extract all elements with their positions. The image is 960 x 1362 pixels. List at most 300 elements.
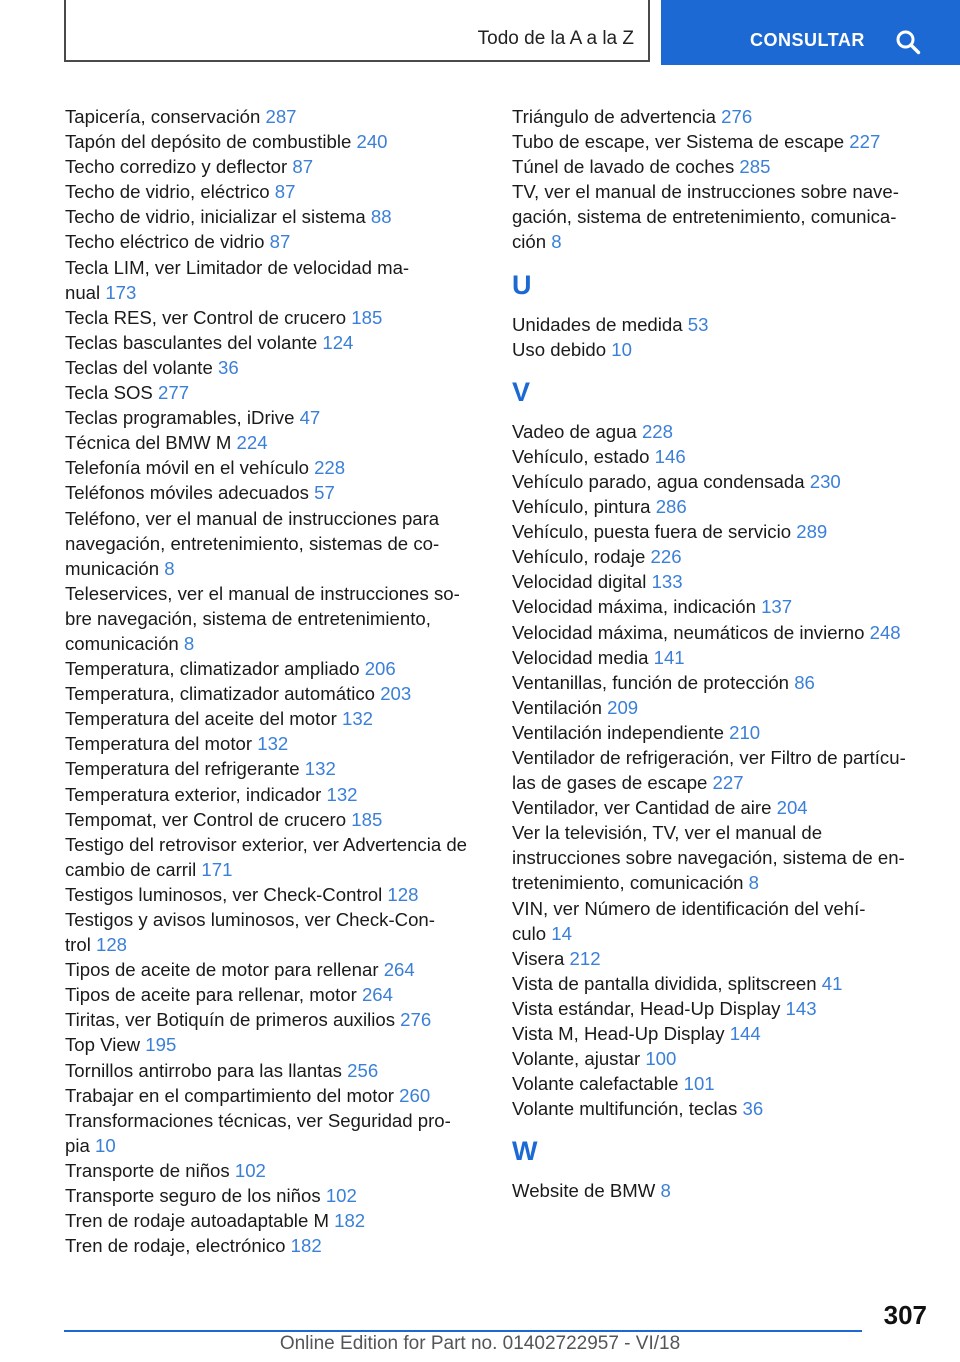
page-reference-link[interactable]: 182 [290,1235,322,1257]
index-entry-text: Teclas programables, iDrive [65,407,300,429]
index-entry-text: Túnel de lavado de coches [512,156,740,178]
index-entry-text: municación [65,557,165,579]
index-entry-text: comunicación [65,632,184,654]
index-entry [512,946,937,971]
index-entry-line [512,720,937,745]
index-entry-line [65,1108,490,1133]
page-reference-link[interactable]: 264 [361,984,393,1006]
index-entry-line [65,681,490,706]
index-entry [512,820,937,895]
index-entry [512,1178,937,1203]
page-reference-link[interactable]: 204 [776,797,808,819]
index-entry [65,907,490,957]
index-entry-text: Tapón del depósito de combustible [65,131,357,153]
index-entry-line [512,896,937,921]
index-entry-text: Visera [512,947,570,969]
index-entry-line [512,204,937,229]
page-reference-link[interactable]: 10 [611,338,632,360]
page-reference-link[interactable]: 132 [341,708,374,730]
page-reference-link[interactable]: 47 [299,407,321,429]
index-entry-line [512,745,937,770]
index-entry [65,104,490,129]
index-entry-text: Triángulo de advertencia [512,106,722,127]
index-entry-line [65,229,490,254]
index-entry-text: Velocidad máxima, neumáticos de invierno [512,621,870,643]
page-reference-link[interactable]: 102 [325,1185,357,1207]
page-reference-link[interactable]: 101 [683,1073,715,1095]
page-reference-link[interactable]: 144 [729,1023,761,1044]
index-column-right [512,104,937,1203]
index-entry-text: Teleservices, ver el manual de instrucciones so- [65,582,460,604]
page-reference-link[interactable]: 277 [158,382,190,404]
index-entry-line [65,882,490,907]
index-entry-line [65,104,490,129]
page-reference-link[interactable]: 185 [351,306,383,328]
index-entry [512,519,937,544]
page-reference-link[interactable]: 171 [201,858,233,880]
index-entry [65,305,490,330]
page-reference-link[interactable]: 185 [351,808,383,830]
page-reference-link[interactable]: 8 [183,632,195,654]
index-entry-line [65,782,490,807]
page-reference-link[interactable]: 289 [796,521,828,543]
index-entry-text: Tren de rodaje autoadaptable M [65,1210,335,1232]
page-reference-link[interactable]: 137 [761,596,793,618]
index-entry [512,670,937,695]
index-entry-line [512,594,937,619]
index-entry-line [65,506,490,531]
page-reference-link[interactable]: 132 [304,758,336,780]
index-entry-text: Transporte de niños [65,1159,235,1181]
page-reference-link[interactable]: 276 [400,1009,432,1031]
index-a-to-z-tab[interactable] [64,0,650,62]
index-entry-line [65,832,490,857]
index-entry [65,129,490,154]
index-entry-text: Testigos y avisos luminosos, ver Check-Con- [65,909,435,930]
index-entry [65,355,490,380]
index-entry [512,1096,937,1121]
index-entry-text: Ventilación [512,696,608,718]
index-entry-line [65,731,490,756]
index-entry-text: Website de BMW [512,1180,661,1202]
index-section-letter: V [512,376,531,407]
page-reference-link[interactable]: 206 [364,658,396,680]
index-entry [512,494,937,519]
index-entry-text: Vista M, Head-Up Display [512,1023,730,1044]
index-entry [512,745,937,795]
index-entry [65,957,490,982]
index-entry [65,1183,490,1208]
index-entry [65,154,490,179]
page-reference-link[interactable]: 141 [653,646,685,668]
index-entry-text: Técnica del BMW M [65,432,237,454]
index-section-letter: W [512,1136,538,1167]
index-entry-text: Techo de vidrio, inicializar el sistema [65,206,371,228]
index-entry-text: Temperatura del refrigerante [65,758,305,780]
index-entry-text: Tornillos antirrobo para las llantas [65,1059,348,1081]
index-entry-text: culo [512,922,552,944]
index-entry-text: Temperatura, climatizador automático [65,683,381,705]
page-reference-link[interactable]: 285 [739,156,771,178]
index-entry-text: Velocidad digital [512,571,652,593]
index-entry-line [512,770,937,795]
index-entry [65,380,490,405]
index-entry-text: Ventanillas, función de protección [512,671,795,693]
index-entry [512,544,937,569]
index-entry-line [65,1083,490,1108]
index-entry-line [65,907,490,932]
index-entry-line [65,756,490,781]
page-reference-link[interactable]: 230 [809,470,841,492]
index-entry-line [512,154,937,179]
index-entry [65,1208,490,1233]
index-entry-text: las de gases de escape [512,772,713,794]
index-entry-text: Tecla SOS [65,382,159,404]
page-reference-link[interactable]: 87 [292,156,314,178]
index-entry-text: Tapicería, conservación [65,106,266,127]
index-entry-text: Tecla LIM, ver Limitador de velocidad ma- [65,256,410,278]
index-entry-line [65,129,490,154]
index-entry [65,1007,490,1032]
page-reference-link[interactable]: 8 [164,557,175,579]
index-entry-text: gación, sistema de entretenimiento, comunica- [512,206,897,228]
page-reference-link[interactable]: 227 [849,131,881,153]
page-reference-link[interactable]: 36 [742,1098,764,1120]
index-entry-text: Volante, ajustar [512,1048,646,1070]
index-entry-line [65,807,490,832]
page-reference-link[interactable]: 57 [314,482,335,504]
page-reference-link[interactable]: 228 [314,457,346,479]
page-reference-link[interactable]: 53 [687,313,709,335]
page-reference-link[interactable]: 240 [356,131,388,153]
index-entry-text: Temperatura, climatizador ampliado [65,658,365,680]
index-entry [512,1071,937,1096]
index-entry-text: Testigos luminosos, ver Check-Control [65,883,388,905]
index-entry [65,731,490,756]
page-reference-link[interactable]: 256 [347,1059,379,1081]
index-entry-text: Vehículo, estado [512,445,655,467]
index-entry-line [512,337,937,362]
index-entry-line [65,455,490,480]
index-entry-line [512,1096,937,1121]
index-entry-text: Volante multifunción, teclas [512,1098,743,1120]
index-entry [512,594,937,619]
index-entry-text: Ventilador de refrigeración, ver Filtro de partícu- [512,746,906,768]
page-reference-link[interactable]: 124 [322,331,354,353]
index-entry-text: Vehículo parado, agua condensada [512,470,810,492]
page-reference-link[interactable]: 226 [650,546,682,568]
index-entry-line [512,1071,937,1096]
index-entry-text: VIN, ver Número de identificación del vehí- [512,897,866,919]
page-reference-link[interactable]: 102 [234,1159,266,1181]
index-section-letter: U [512,269,532,300]
index-entry [512,419,937,444]
index-entry-line [512,695,937,720]
page-reference-link[interactable]: 195 [145,1034,177,1056]
index-entry [65,1032,490,1057]
index-entry [512,720,937,745]
search-icon [895,29,921,55]
page-reference-link[interactable]: 248 [869,621,901,643]
index-entry-line [65,531,490,556]
index-entry-line [512,179,937,204]
index-entry [512,896,937,946]
index-entry-text: Unidades de medida [512,313,688,335]
index-entry-text: instrucciones sobre navegación, sistema de en- [512,847,905,869]
index-entry-line [512,946,937,971]
page-reference-link[interactable]: 228 [641,420,673,442]
page-reference-link[interactable]: 8 [748,872,760,894]
index-entry-line [512,670,937,695]
index-entry-line [65,1208,490,1233]
page-reference-link[interactable]: 100 [645,1048,677,1070]
index-entry-line [512,444,937,469]
index-entry-line [512,645,937,670]
index-entry [65,832,490,882]
page-number: 307 [883,1300,927,1330]
index-entry-text: Techo de vidrio, eléctrico [65,181,275,203]
index-entry-text: Velocidad media [512,646,654,668]
index-entry-line [65,706,490,731]
index-entry [512,996,937,1021]
index-entry-text: Teléfono, ver el manual de instrucciones para [65,507,440,529]
index-entry-line [512,870,937,895]
index-entry-line [512,129,937,154]
index-entry-text: Tiritas, ver Botiquín de primeros auxilios [65,1009,401,1031]
index-entry-line [512,1021,937,1046]
consult-tab-label: CONSULTAR [750,30,865,50]
index-entry-line [65,480,490,505]
page-reference-link[interactable]: 10 [94,1134,116,1156]
index-entry [65,455,490,480]
index-entry-text: Tipos de aceite para rellenar, motor [65,984,362,1006]
index-entry [65,1233,490,1258]
index-entry-text: Top View [65,1034,146,1056]
index-entry [512,1021,937,1046]
index-entry-text: Trabajar en el compartimiento del motor [65,1084,400,1106]
index-entry-line [512,494,937,519]
index-column-left [65,104,490,1258]
index-entry-line [512,845,937,870]
index-entry [512,645,937,670]
index-entry [65,656,490,681]
index-entry-line [65,355,490,380]
index-entry [65,229,490,254]
index-entry [65,1108,490,1158]
footer-divider [64,1330,862,1332]
index-entry-line [65,957,490,982]
index-entry-line [512,921,937,946]
index-entry-text: Tipos de aceite de motor para rellenar [65,959,384,981]
index-entry [65,756,490,781]
index-entry [512,104,937,129]
index-entry-line [65,179,490,204]
index-entry [512,620,937,645]
index-entry-text: navegación, entretenimiento, sistemas de co- [65,532,440,554]
index-entry-line [65,581,490,606]
index-entry-text: Transporte seguro de los niños [65,1185,326,1207]
index-entry-text: Vehículo, puesta fuera de servicio [512,521,797,543]
index-entry-text: Vista de pantalla dividida, splitscreen [512,972,822,994]
page-reference-link[interactable]: 41 [821,972,843,994]
page-reference-link[interactable]: 36 [217,356,239,378]
index-entry-line [512,620,937,645]
index-entry-line [65,556,490,581]
page-reference-link[interactable]: 133 [651,571,683,593]
index-entry-text: Tubo de escape, ver Sistema de escape [512,131,850,153]
index-entry-text: Velocidad máxima, indicación [512,596,762,618]
index-entry [65,179,490,204]
index-entry-line [65,606,490,631]
index-entry-text: ción [512,231,552,253]
index-entry [65,782,490,807]
page-reference-link[interactable]: 260 [399,1084,431,1106]
index-entry [65,1083,490,1108]
page-reference-link[interactable]: 276 [721,106,753,127]
footer-edition-text: Online Edition for Part no. 01402722957 - VI/18 [279,1333,681,1354]
index-entry-text: Testigo del retrovisor exterior, ver Advertencia de [65,833,468,855]
index-entry-line [512,996,937,1021]
index-entry-text: cambio de carril [65,858,202,880]
index-entry [65,255,490,305]
index-entry-text: tretenimiento, comunicación [512,872,749,894]
page-reference-link[interactable]: 86 [794,671,815,693]
index-entry-text: Vehículo, pintura [512,496,656,518]
page-reference-link[interactable]: 227 [712,772,744,794]
index-entry-line [512,820,937,845]
index-entry-line [65,932,490,957]
page-reference-link[interactable]: 224 [236,432,268,454]
index-entry-line [65,154,490,179]
index-entry [512,179,937,254]
index-entry-line [65,1032,490,1057]
index-entry [512,1046,937,1071]
page-reference-link[interactable]: 8 [660,1180,671,1202]
index-entry-text: Vadeo de agua [512,420,642,442]
top-navigation-bar [0,0,960,66]
index-entry [512,695,937,720]
index-entry-text: TV, ver el manual de instrucciones sobre nave- [512,181,899,203]
index-entry-text: Volante calefactable [512,1073,684,1095]
index-entry-text: Tempomat, ver Control de crucero [65,808,352,830]
index-entry [65,982,490,1007]
index-entry-line [512,569,937,594]
page-reference-link[interactable]: 128 [96,934,128,956]
index-entry [65,706,490,731]
page-reference-link[interactable]: 212 [569,947,601,969]
index-entry [65,330,490,355]
index-entry-text: Temperatura del aceite del motor [65,708,342,730]
index-entry-line [65,430,490,455]
page-reference-link[interactable]: 132 [326,783,358,805]
index-entry-line [65,857,490,882]
index-entry-line [512,469,937,494]
page-reference-link[interactable]: 87 [269,231,291,253]
page-reference-link[interactable]: 203 [380,683,412,705]
index-entry-line [65,204,490,229]
index-entry-text: Vista estándar, Head-Up Display [512,997,786,1019]
page-reference-link[interactable]: 209 [607,696,639,718]
page-reference-link[interactable]: 182 [334,1210,366,1232]
page-reference-link[interactable]: 87 [274,181,296,203]
index-entry [65,581,490,656]
index-entry-line [65,280,490,305]
index-entry [65,1058,490,1083]
index-entry [65,480,490,505]
index-entry-text: Temperatura del motor [65,733,258,755]
index-entry-text: Techo eléctrico de vidrio [65,231,270,253]
page-reference-link[interactable]: 264 [383,959,415,981]
index-entry-text: nual [65,281,106,303]
page-reference-link[interactable]: 88 [370,206,392,228]
page-reference-link[interactable]: 146 [654,445,686,467]
index-entry-text: Ver la televisión, TV, ver el manual de [512,822,823,844]
index-entry-line [512,971,937,996]
page-reference-link[interactable]: 143 [785,997,817,1019]
page-reference-link[interactable]: 210 [729,721,761,743]
index-entry-line [65,1007,490,1032]
index-entry-text: Teclas del volante [65,356,218,378]
index-entry [65,430,490,455]
index-entry-text: Transformaciones técnicas, ver Seguridad pro- [65,1109,451,1131]
index-entry-line [512,312,937,337]
index-entry [512,337,937,362]
index-entry [65,807,490,832]
index-entry [65,204,490,229]
index-entry-text: Tren de rodaje, electrónico [65,1235,291,1257]
index-entry-line [65,305,490,330]
index-entry [512,971,937,996]
index-entry [512,795,937,820]
index-entry-line [65,1158,490,1183]
page-reference-link[interactable]: 14 [551,922,572,944]
index-entry-line [512,1178,937,1203]
index-entry-line [512,229,937,254]
index-entry [65,681,490,706]
index-entry-line [65,1133,490,1158]
index-entry [65,1158,490,1183]
page-reference-link[interactable]: 132 [257,733,289,755]
index-entry-line [65,1183,490,1208]
index-entry-line [512,544,937,569]
index-entry-text: pia [65,1134,95,1156]
index-entry-text: Techo corredizo y deflector [65,156,293,178]
index-entry-line [512,104,937,129]
index-entry-line [512,795,937,820]
consult-tab[interactable] [661,0,960,65]
index-entry-line [65,1058,490,1083]
index-entry [65,506,490,581]
index-entry-text: Telefonía móvil en el vehículo [65,457,315,479]
index-entry-line [65,1233,490,1258]
index-entry-line [65,380,490,405]
index-entry-text: Temperatura exterior, indicador [65,783,327,805]
page-reference-link[interactable]: 8 [551,231,562,253]
index-entry-text: Ventilación independiente [512,721,730,743]
page-reference-link[interactable]: 173 [105,281,137,303]
index-entry [512,569,937,594]
index-entry-text: Tecla RES, ver Control de crucero [65,306,352,328]
index-entry-line [512,519,937,544]
page-reference-link[interactable]: 286 [655,496,687,518]
index-entry-line [65,330,490,355]
page-reference-link[interactable]: 128 [387,883,419,905]
index-entry-text: trol [65,934,96,956]
page-reference-link[interactable]: 287 [265,106,297,127]
index-entry-text: Teclas basculantes del volante [65,331,323,353]
index-entry-line [512,419,937,444]
index-entry-line [65,631,490,656]
